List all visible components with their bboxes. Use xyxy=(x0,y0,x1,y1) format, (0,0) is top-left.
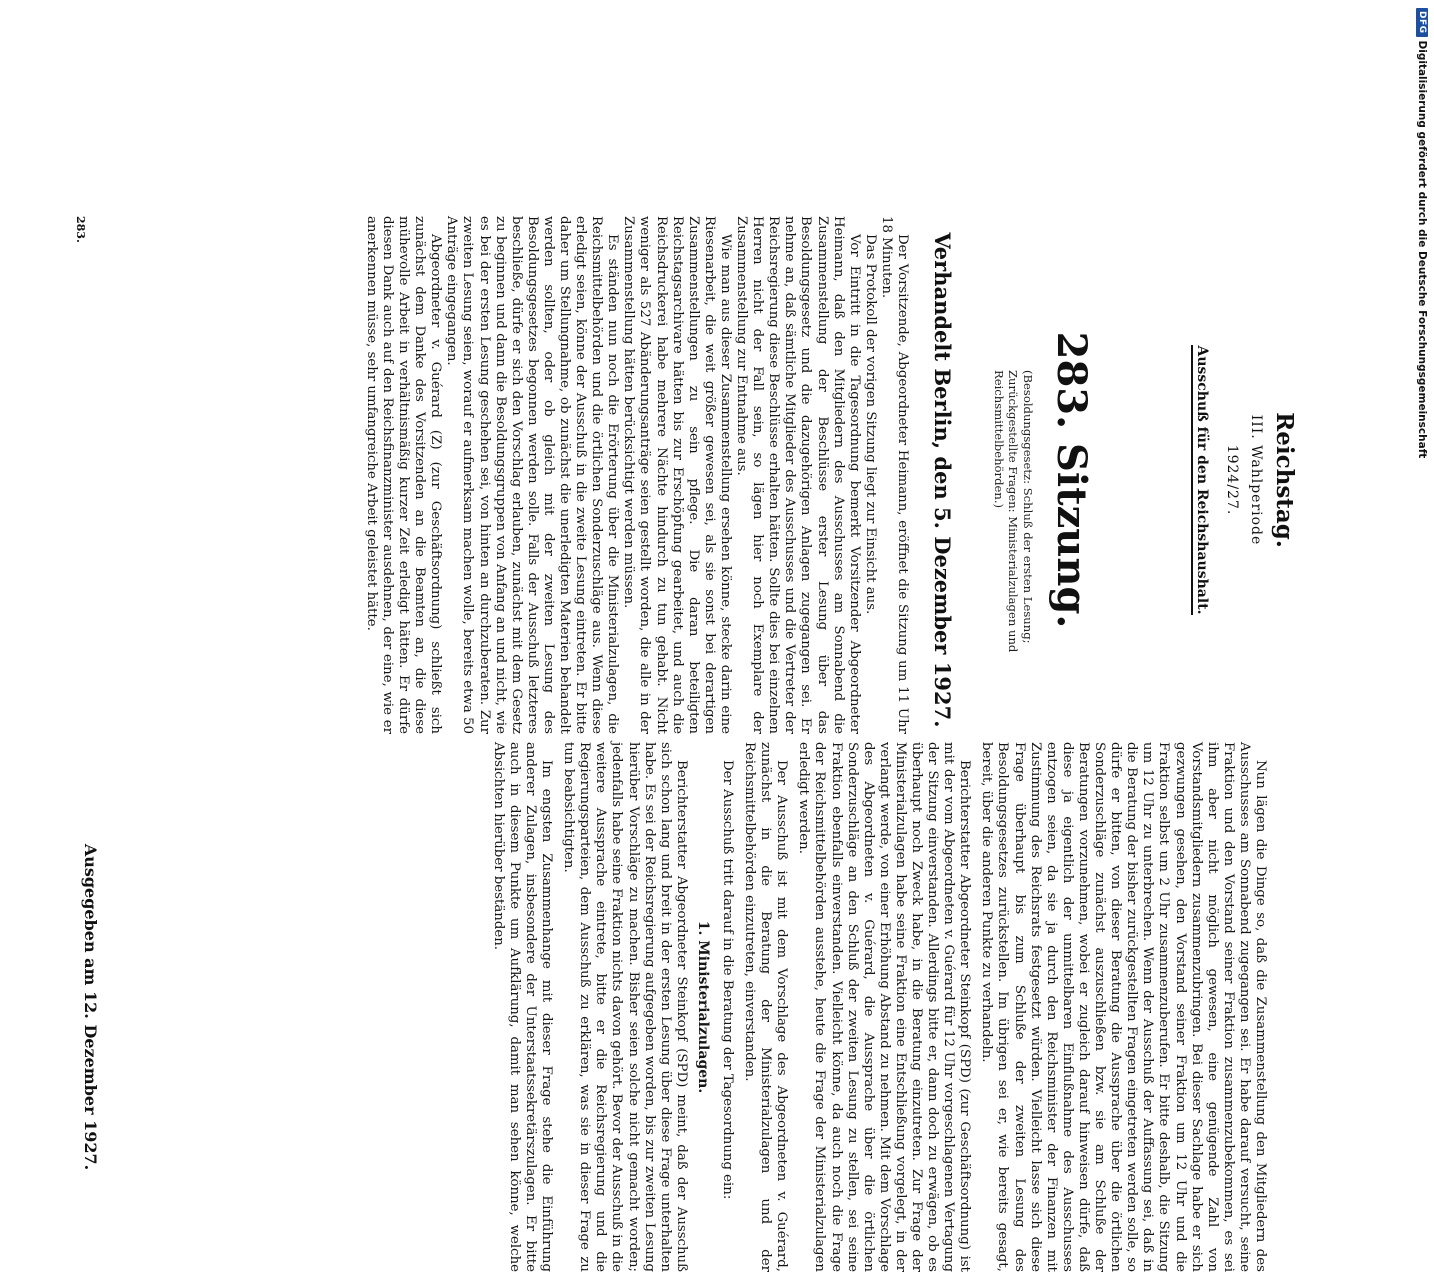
digitization-caption xyxy=(1406,0,1434,1000)
page-number: 283. xyxy=(74,216,87,243)
document-page xyxy=(20,0,1380,1272)
session-subject: (Besoldungsgesetz: Schluß der ersten Lesung; Zurückgestellte Fragen: Ministerialzulagen und Reichsmittelbehörden.) xyxy=(991,370,1035,653)
masthead-years: 1924/27. xyxy=(1224,444,1240,516)
left-column xyxy=(363,216,910,734)
masthead-committee xyxy=(1194,200,1210,760)
right-paragraph-3: Der Ausschuß ist mit dem Vorschlage des Abgeordneten v. Guérard, zunächst in die Beratung der Ministerialzulagen und der Reichsmittelbehörden einzutreten, einverstanden. xyxy=(742,742,790,1272)
issued-date: Ausgegeben am 12. Dezember 1927. xyxy=(81,843,100,1171)
left-paragraph-3: Vor Eintritt in die Tagesordnung bemerkt Vorsitzender Abgeordneter Heimann, daß den Mitgliedern des Ausschusses am Sonnabend die Zusammenstellung der Beschlüsse erster Lesung über das Besoldungsgesetz und die dazugehörigen Anlagen zugegangen sei. Er nehme an, daß sämtliche Mitglieder des Ausschusses und die Vertreter der Reichsregierung diese Beschlüsse erhalten hätten. Sollte dies bei einzelnen Herren nicht der Fall sein, so lägen hier noch Exemplare der Zusammenstellung zur Entnahme aus. xyxy=(734,216,862,734)
left-paragraph-5: Es ständen nun noch die Erörterung über die Ministerialzulagen, die Reichsmittelbehörden und die örtlichen Sonderzuschläge aus. Wenn diese erledigt seien, könne der Ausschuß in die zweite Lesung eintreten. Er bitte daher um Stellungnahme, ob zunächst die unerledigten Materien behandelt werden sollten, oder ob gleich mit der zweiten Lesung des Besoldungsgesetzes begonnen werden solle. Falls der Ausschuß letzteres beschließe, dürfe er sich den Vorschlag erlauben, zunächst mit dem Gesetz zu beginnen und dann die Besoldungsgruppen von Anfang an und nicht, wie es bei der ersten Lesung geschehen sei, von hinten an durchzuberaten. Zur zweiten Lesung seien, worauf er aufmerksam machen wolle, bereits etwa 50 Anträge eingegangen. xyxy=(444,216,621,734)
committee-name: Ausschuß für den Reichshaushalt. xyxy=(1191,345,1210,614)
section-heading: 1. Ministerialzulagen. xyxy=(694,920,711,1094)
right-paragraph-1: Nun lägen die Dinge so, daß die Zusammenstellung den Mitgliedern des Ausschusses am Sonnabend zugegangen sei. Er habe darauf versucht, seine Fraktion und den Vorstand seiner Fraktion zusammenzubekommen, es sei ihm aber nicht möglich gewesen, eine genügende Zahl von Vorstandsmitgliedern zusammenzubringen. Bei dieser Sachlage habe er sich gezwungen gesehen, den Vorstand seiner Fraktion um 12 Uhr und die Fraktion selbst um 2 Uhr zusammenzuberufen. Er bitte deshalb, die Sitzung um 12 Uhr zu unterbrechen. Wenn der Ausschuß der Auffassung sei, daß in die Beratung der bisher zurückgestellten Fragen eingetreten werden solle, so dürfe er bitten, von dieser Beratung die Aussprache über die örtlichen Sonderzuschläge zunächst auszuschließen bzw. sie am Schluße der Beratungen vorzunehmen, wobei er zugleich darauf hinweisen dürfe, daß diese ja eigentlich der unmittelbaren Einflußnahme des Ausschusses entzogen seien, da sie ja durch den Reichsminister der Finanzen mit Zustimmung des Reichsrats festgesetzt würden. Vielleicht lasse sich diese Frage überhaupt bis zum Schluße der zweiten Lesung des Besoldungsgesetzes zurückstellen. Im übrigen sei er, wie bereits gesagt, bereit, über die anderen Punkte zu verhandeln. xyxy=(979,742,1268,1272)
masthead-period: III. Wahlperiode xyxy=(1248,414,1264,546)
right-paragraph-2: Berichterstatter Abgeordneter Steinkopf (SPD) (zur Geschäftsordnung) ist mit der vom Abgeordneten v. Guérard für 12 Uhr vorgeschlagenen Vertagung der Sitzung einverstanden. Allerdings bitte er, dann doch zu erwägen, ob es überhaupt noch Zweck habe, in die Beratung einzutreten. Zur Frage der Ministerialzulagen habe seine Fraktion eine Entschließung vorgelegt, in der verlangt werde, von einer Erhöhung Abstand zu nehmen. Mit dem Vorschlage des Abgeordneten v. Guérard, die Aussprache über die örtlichen Sonderzuschläge an den Schluß der zweiten Lesung zu stellen, sei seine Fraktion ebenfalls einverstanden. Vielleicht könne, da auch noch die Frage der Reichsmittelbehörden ausstehe, heute die Frage der Ministerialzulagen erledigt werden. xyxy=(796,742,973,1272)
session-date-line: Verhandelt Berlin, den 5. Dezember 1927. xyxy=(930,232,955,728)
right-paragraph-4: Der Ausschuß tritt darauf in die Beratung der Tagesordnung ein: xyxy=(720,760,735,1200)
dfg-logo: DFG xyxy=(1416,8,1428,37)
right-paragraph-6: Im engsten Zusammenhange mit dieser Frage stehe die Einführung anderer Zulagen, insbesondere der Unterstaatssekretärszulagen. Er bitte auch in diesem Punkte um Aufklärung, damit man sehen könne, welche Absichten hierüber beständen. xyxy=(490,742,555,1272)
left-paragraph-2: Das Protokoll der vorigen Sitzung liegt zur Einsicht aus. xyxy=(862,234,878,615)
session-title: 283. Sitzung. xyxy=(1048,331,1095,629)
right-paragraph-5: Berichterstatter Abgeordneter Steinkopf (SPD) meint, daß der Ausschuß sich schon lang und breit in der ersten Lesung über diese Frage unterhalten habe. Es sei der Reichsregierung aufgegeben worden, bis zur zweiten Lesung hierüber Vorschläge zu machen. Bisher seien solche nicht gemacht worden; jedenfalls habe seine Fraktion nichts davon gehört. Bevor der Ausschuß in die weitere Aussprache eintrete, bitte er die Reichsregierung und die Regierungsparteien, dem Ausschuß zu erklären, was sie in dieser Frage zu tun beabsichtigten. xyxy=(561,742,689,1272)
right-column xyxy=(490,742,1268,1272)
left-paragraph-6: Abgeordneter v. Guérard (Z) (zur Geschäftsordnung) schließt sich zunächst dem Danke des Vorsitzenden an die Beamten an, die diese mühevolle Arbeit in verhältnismäßig kurzer Zeit erledigt hätten. Er dürfe diesen Dank auch auf den Reichsfinanzminister ausdehnen, der eine, wie er anerkennen müsse, sehr umfangreiche Arbeit geleistet hätte. xyxy=(363,216,444,734)
digitization-text: Digitalisierung gefördert durch die Deutsche Forschungsgemeinschaft xyxy=(1416,40,1428,459)
masthead-title: Reichstag. xyxy=(1271,412,1298,548)
left-paragraph-1: Der Vorsitzende, Abgeordneter Heimann, eröffnet die Sitzung um 11 Uhr 18 Minuten. xyxy=(878,216,910,734)
left-paragraph-4: Wie man aus dieser Zusammenstellung ersehen könne, stecke darin eine Riesenarbeit, die weit größer gewesen sei, als sie sonst bei derartigen Zusammenstellungen zu sein pflege. Die daran beteiligten Reichstagsarchivare hätten bis zur Erschöpfung gearbeitet, und auch die Reichsdruckerei habe mehrere Nächte hindurch zu tun gehabt. Nicht weniger als 527 Abänderungsanträge seien gestellt worden, die alle in der Zusammenstellung hätten berücksichtigt werden müssen. xyxy=(621,216,733,734)
